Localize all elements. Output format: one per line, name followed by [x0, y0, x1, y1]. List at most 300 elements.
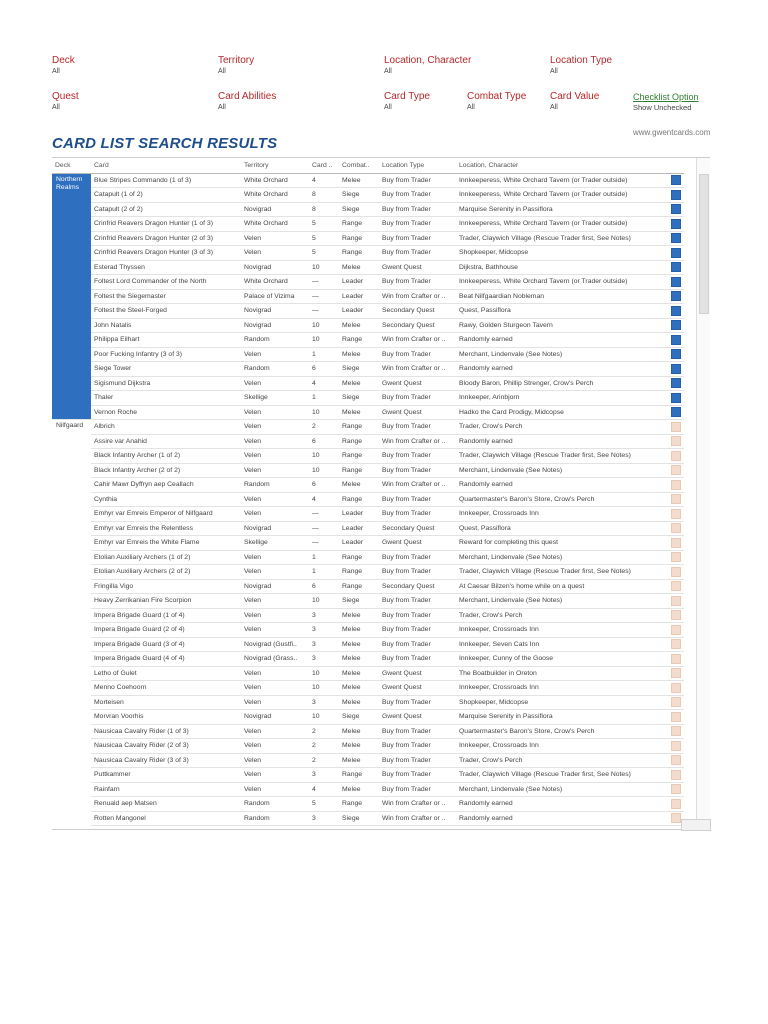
table-row[interactable]: [52, 347, 684, 362]
filter-combat-type-value: All: [467, 104, 475, 111]
checklist-cell: [668, 652, 684, 667]
checklist-cell: [668, 594, 684, 609]
location-type-cell: Win from Crafter or ..: [379, 797, 456, 812]
collected-checkbox[interactable]: [671, 494, 681, 504]
checklist-cell: [668, 579, 684, 594]
location-type-cell: Buy from Trader: [379, 391, 456, 406]
territory-cell: Velen: [241, 608, 309, 623]
location-type-cell: Buy from Trader: [379, 753, 456, 768]
location-character-cell: The Boatbuilder in Oreton: [456, 666, 668, 681]
combat-type-cell: Melee: [339, 782, 379, 797]
location-type-cell: Win from Crafter or ..: [379, 289, 456, 304]
site-url: www.gwentcards.com: [633, 128, 711, 137]
filter-territory-value: All: [218, 68, 226, 75]
collected-checkbox[interactable]: [671, 175, 681, 185]
table-row[interactable]: [52, 666, 684, 681]
vertical-scrollbar[interactable]: [696, 158, 710, 829]
location-type-cell: Buy from Trader: [379, 463, 456, 478]
table-row[interactable]: [52, 536, 684, 551]
card-value-cell: 8: [309, 202, 339, 217]
filter-quest[interactable]: [52, 91, 79, 112]
collected-checkbox[interactable]: [671, 320, 681, 330]
location-type-cell: Buy from Trader: [379, 623, 456, 638]
combat-type-cell: Range: [339, 768, 379, 783]
territory-cell: Velen: [241, 376, 309, 391]
page-title: CARD LIST SEARCH RESULTS: [52, 135, 278, 152]
combat-type-cell: Melee: [339, 478, 379, 493]
collected-checkbox[interactable]: [671, 726, 681, 736]
checklist-cell: [668, 782, 684, 797]
location-character-cell: Innkeeperess, White Orchard Tavern (or Trader outside): [456, 275, 668, 290]
card-value-cell: 10: [309, 449, 339, 464]
checklist-cell: [668, 492, 684, 507]
card-value-cell: 1: [309, 347, 339, 362]
collected-checkbox[interactable]: [671, 451, 681, 461]
combat-type-cell: Range: [339, 434, 379, 449]
filter-location-character[interactable]: [384, 55, 471, 76]
location-type-cell: Buy from Trader: [379, 608, 456, 623]
collected-checkbox[interactable]: [671, 755, 681, 765]
location-character-cell: Innkeeperess, White Orchard Tavern (or Trader outside): [456, 173, 668, 188]
checklist-cell: [668, 333, 684, 348]
combat-type-cell: Melee: [339, 405, 379, 420]
combat-type-cell: Melee: [339, 623, 379, 638]
table-row[interactable]: [52, 318, 684, 333]
combat-type-cell: Range: [339, 565, 379, 580]
card-name-cell: Blue Stripes Commando (1 of 3): [91, 173, 241, 188]
collected-checkbox[interactable]: [671, 770, 681, 780]
filter-territory[interactable]: [218, 55, 254, 76]
table-row[interactable]: [52, 376, 684, 391]
filter-card-value[interactable]: [550, 91, 599, 112]
table-row[interactable]: [52, 739, 684, 754]
table-row[interactable]: [52, 391, 684, 406]
table-row[interactable]: [52, 753, 684, 768]
territory-cell: Velen: [241, 565, 309, 580]
table-row[interactable]: [52, 782, 684, 797]
location-type-cell: Win from Crafter or ..: [379, 478, 456, 493]
card-name-cell: John Natalis: [91, 318, 241, 333]
location-character-cell: Marquise Serenity in Passiflora: [456, 710, 668, 725]
card-value-cell: 10: [309, 666, 339, 681]
checklist-cell: [668, 217, 684, 232]
card-name-cell: Heavy Zerrikanian Fire Scorpion: [91, 594, 241, 609]
territory-cell: Random: [241, 811, 309, 826]
location-character-cell: Innkeeper, Arinbjorn: [456, 391, 668, 406]
combat-type-cell: Melee: [339, 318, 379, 333]
combat-type-cell: Siege: [339, 362, 379, 377]
location-type-cell: Buy from Trader: [379, 739, 456, 754]
collected-checkbox[interactable]: [671, 393, 681, 403]
collected-checkbox[interactable]: [671, 639, 681, 649]
territory-cell: Novigrad: [241, 202, 309, 217]
location-character-cell: Trader, Claywich Village (Rescue Trader first, See Notes): [456, 565, 668, 580]
location-type-cell: Buy from Trader: [379, 231, 456, 246]
checklist-cell: [668, 188, 684, 203]
table-row[interactable]: [52, 362, 684, 377]
territory-cell: Velen: [241, 434, 309, 449]
table-row[interactable]: [52, 623, 684, 638]
collected-checkbox[interactable]: [671, 712, 681, 722]
combat-type-cell: Range: [339, 550, 379, 565]
col-header-card[interactable]: Card: [91, 158, 241, 173]
location-type-cell: Secondary Quest: [379, 579, 456, 594]
col-header-location-type[interactable]: Location Type: [379, 158, 456, 173]
card-value-cell: 2: [309, 420, 339, 435]
collected-checkbox[interactable]: [671, 465, 681, 475]
checklist-cell: [668, 463, 684, 478]
collected-checkbox[interactable]: [671, 277, 681, 287]
collected-checkbox[interactable]: [671, 407, 681, 417]
collected-checkbox[interactable]: [671, 436, 681, 446]
table-row[interactable]: [52, 246, 684, 261]
table-row[interactable]: [52, 710, 684, 725]
territory-cell: Random: [241, 797, 309, 812]
collected-checkbox[interactable]: [671, 349, 681, 359]
table-row[interactable]: [52, 550, 684, 565]
location-type-cell: Buy from Trader: [379, 507, 456, 522]
collected-checkbox[interactable]: [671, 596, 681, 606]
collected-checkbox[interactable]: [671, 219, 681, 229]
card-value-cell: 3: [309, 637, 339, 652]
collected-checkbox[interactable]: [671, 509, 681, 519]
location-character-cell: Merchant, Lindenvale (See Notes): [456, 463, 668, 478]
table-row[interactable]: [52, 521, 684, 536]
collected-checkbox[interactable]: [671, 697, 681, 707]
checklist-cell: [668, 260, 684, 275]
checklist-cell: [668, 565, 684, 580]
collected-checkbox[interactable]: [671, 567, 681, 577]
card-value-cell: 3: [309, 695, 339, 710]
location-type-cell: Gwent Quest: [379, 376, 456, 391]
filter-location-character-label: Location, Character: [384, 55, 472, 66]
checklist-cell: [668, 202, 684, 217]
territory-cell: Velen: [241, 623, 309, 638]
table-row[interactable]: [52, 405, 684, 420]
location-type-cell: Buy from Trader: [379, 492, 456, 507]
card-name-cell: Puttkammer: [91, 768, 241, 783]
location-type-cell: Buy from Trader: [379, 637, 456, 652]
table-row[interactable]: [52, 579, 684, 594]
scrollbar-thumb[interactable]: [699, 174, 709, 314]
table-row[interactable]: [52, 565, 684, 580]
combat-type-cell: Melee: [339, 739, 379, 754]
col-header-territory[interactable]: Territory: [241, 158, 309, 173]
card-value-cell: 4: [309, 492, 339, 507]
location-type-cell: Buy from Trader: [379, 695, 456, 710]
filter-deck-value: All: [52, 68, 60, 75]
collected-checkbox[interactable]: [671, 291, 681, 301]
combat-type-cell: Range: [339, 579, 379, 594]
table-row[interactable]: [52, 478, 684, 493]
location-type-cell: Buy from Trader: [379, 275, 456, 290]
location-character-cell: Merchant, Lindenvale (See Notes): [456, 782, 668, 797]
collected-checkbox[interactable]: [671, 654, 681, 664]
location-character-cell: At Caesar Bilzen's home while on a quest: [456, 579, 668, 594]
checklist-cell: [668, 681, 684, 696]
table-row[interactable]: [52, 202, 684, 217]
checklist-cell: [668, 434, 684, 449]
table-row[interactable]: [52, 594, 684, 609]
location-type-cell: Gwent Quest: [379, 681, 456, 696]
collected-checkbox[interactable]: [671, 190, 681, 200]
filter-checklist-option-label: Checklist Option: [633, 92, 699, 102]
checklist-cell: [668, 231, 684, 246]
checklist-cell: [668, 478, 684, 493]
filter-combat-type[interactable]: [467, 91, 526, 112]
location-character-cell: Innkeeper, Crossroads Inn: [456, 623, 668, 638]
collected-checkbox[interactable]: [671, 610, 681, 620]
collected-checkbox[interactable]: [671, 523, 681, 533]
collected-checkbox[interactable]: [671, 306, 681, 316]
card-value-cell: 10: [309, 594, 339, 609]
filter-quest-label: Quest: [52, 91, 79, 102]
table-row[interactable]: [52, 797, 684, 812]
location-character-cell: Randomly earned: [456, 478, 668, 493]
combat-type-cell: Range: [339, 217, 379, 232]
filter-deck[interactable]: [52, 55, 75, 76]
filter-location-type[interactable]: [550, 55, 612, 76]
territory-cell: Velen: [241, 666, 309, 681]
card-name-cell: Fringilla Vigo: [91, 579, 241, 594]
checklist-cell: [668, 753, 684, 768]
collected-checkbox[interactable]: [671, 262, 681, 272]
location-type-cell: Gwent Quest: [379, 405, 456, 420]
territory-cell: Velen: [241, 739, 309, 754]
card-name-cell: Nausicaa Cavalry Rider (3 of 3): [91, 753, 241, 768]
location-type-cell: Buy from Trader: [379, 768, 456, 783]
combat-type-cell: Melee: [339, 753, 379, 768]
collected-checkbox[interactable]: [671, 378, 681, 388]
col-header-location-character[interactable]: Location, Character: [456, 158, 668, 173]
collected-checkbox[interactable]: [671, 668, 681, 678]
card-name-cell: Catapult (1 of 2): [91, 188, 241, 203]
combat-type-cell: Melee: [339, 652, 379, 667]
card-name-cell: Vernon Roche: [91, 405, 241, 420]
location-character-cell: Randomly earned: [456, 362, 668, 377]
card-value-cell: 10: [309, 405, 339, 420]
filter-card-abilities-value: All: [218, 104, 226, 111]
table-row[interactable]: [52, 434, 684, 449]
collected-checkbox[interactable]: [671, 422, 681, 432]
table-row[interactable]: [52, 608, 684, 623]
combat-type-cell: Leader: [339, 289, 379, 304]
location-character-cell: Randomly earned: [456, 811, 668, 826]
filter-checklist-option-value: Show Unchecked: [633, 103, 692, 112]
location-character-cell: Trader, Claywich Village (Rescue Trader first, See Notes): [456, 449, 668, 464]
territory-cell: Velen: [241, 695, 309, 710]
card-value-cell: 10: [309, 681, 339, 696]
table-row[interactable]: [52, 637, 684, 652]
location-character-cell: Innkeeperess, White Orchard Tavern (or Trader outside): [456, 217, 668, 232]
card-value-cell: 1: [309, 550, 339, 565]
collected-checkbox[interactable]: [671, 335, 681, 345]
combat-type-cell: Melee: [339, 666, 379, 681]
territory-cell: Random: [241, 478, 309, 493]
table-row[interactable]: [52, 420, 684, 435]
card-name-cell: Albrich: [91, 420, 241, 435]
territory-cell: Skellige: [241, 391, 309, 406]
territory-cell: Velen: [241, 246, 309, 261]
table-row[interactable]: [52, 289, 684, 304]
combat-type-cell: Range: [339, 463, 379, 478]
table-row[interactable]: [52, 811, 684, 826]
territory-cell: Velen: [241, 347, 309, 362]
table-row[interactable]: [52, 304, 684, 319]
filter-card-type-value: All: [384, 104, 392, 111]
table-row[interactable]: [52, 188, 684, 203]
location-type-cell: Buy from Trader: [379, 173, 456, 188]
collected-checkbox[interactable]: [671, 364, 681, 374]
results-table-container: [52, 157, 710, 830]
table-row[interactable]: [52, 681, 684, 696]
territory-cell: White Orchard: [241, 188, 309, 203]
card-value-cell: 3: [309, 608, 339, 623]
col-header-deck[interactable]: Deck: [52, 158, 91, 173]
card-name-cell: Black Infantry Archer (1 of 2): [91, 449, 241, 464]
card-value-cell: 2: [309, 739, 339, 754]
combat-type-cell: Siege: [339, 391, 379, 406]
territory-cell: Novigrad: [241, 710, 309, 725]
filter-checklist-option[interactable]: [633, 91, 699, 112]
location-type-cell: Buy from Trader: [379, 246, 456, 261]
card-name-cell: Thaler: [91, 391, 241, 406]
filter-card-abilities[interactable]: [218, 91, 276, 112]
territory-cell: Velen: [241, 463, 309, 478]
table-row[interactable]: [52, 695, 684, 710]
checklist-cell: [668, 449, 684, 464]
location-type-cell: Secondary Quest: [379, 304, 456, 319]
table-row[interactable]: [52, 173, 684, 188]
card-value-cell: 4: [309, 173, 339, 188]
checklist-cell: [668, 695, 684, 710]
col-header-checklist: [668, 158, 684, 173]
territory-cell: White Orchard: [241, 217, 309, 232]
collected-checkbox[interactable]: [671, 480, 681, 490]
location-character-cell: Bloody Baron, Phillip Strenger, Crow's Perch: [456, 376, 668, 391]
card-name-cell: Sigismund Dijkstra: [91, 376, 241, 391]
collected-checkbox[interactable]: [671, 784, 681, 794]
collected-checkbox[interactable]: [671, 683, 681, 693]
collected-checkbox[interactable]: [671, 248, 681, 258]
combat-type-cell: Melee: [339, 637, 379, 652]
card-value-cell: 10: [309, 260, 339, 275]
checklist-cell: [668, 391, 684, 406]
card-value-cell: 6: [309, 579, 339, 594]
card-value-cell: 4: [309, 376, 339, 391]
checklist-cell: [668, 362, 684, 377]
combat-type-cell: Range: [339, 797, 379, 812]
location-type-cell: Gwent Quest: [379, 536, 456, 551]
table-row[interactable]: [52, 652, 684, 667]
combat-type-cell: Leader: [339, 304, 379, 319]
table-row[interactable]: [52, 768, 684, 783]
table-row[interactable]: [52, 217, 684, 232]
card-value-cell: 5: [309, 246, 339, 261]
card-name-cell: Etolian Auxiliary Archers (2 of 2): [91, 565, 241, 580]
table-row[interactable]: [52, 449, 684, 464]
table-row[interactable]: [52, 260, 684, 275]
checklist-cell: [668, 507, 684, 522]
territory-cell: Velen: [241, 231, 309, 246]
territory-cell: Novigrad: [241, 579, 309, 594]
collected-checkbox[interactable]: [671, 581, 681, 591]
collected-checkbox[interactable]: [671, 204, 681, 214]
card-value-cell: 8: [309, 188, 339, 203]
collected-checkbox[interactable]: [671, 799, 681, 809]
checklist-cell: [668, 289, 684, 304]
table-row[interactable]: [52, 333, 684, 348]
collected-checkbox[interactable]: [671, 625, 681, 635]
territory-cell: Velen: [241, 420, 309, 435]
territory-cell: Novigrad: [241, 521, 309, 536]
territory-cell: Velen: [241, 681, 309, 696]
location-type-cell: Buy from Trader: [379, 652, 456, 667]
location-character-cell: Merchant, Lindenvale (See Notes): [456, 594, 668, 609]
col-header-card-value[interactable]: Card ..: [309, 158, 339, 173]
card-value-cell: 3: [309, 768, 339, 783]
card-value-cell: —: [309, 275, 339, 290]
card-name-cell: Morvran Voorhis: [91, 710, 241, 725]
collected-checkbox[interactable]: [671, 233, 681, 243]
territory-cell: Velen: [241, 753, 309, 768]
card-name-cell: Catapult (2 of 2): [91, 202, 241, 217]
table-row[interactable]: [52, 275, 684, 290]
table-row[interactable]: [52, 507, 684, 522]
checklist-cell: [668, 608, 684, 623]
table-row[interactable]: [52, 724, 684, 739]
combat-type-cell: Melee: [339, 681, 379, 696]
card-name-cell: Poor Fucking Infantry (3 of 3): [91, 347, 241, 362]
combat-type-cell: Siege: [339, 594, 379, 609]
card-value-cell: 5: [309, 231, 339, 246]
collected-checkbox[interactable]: [671, 538, 681, 548]
collected-checkbox[interactable]: [671, 552, 681, 562]
location-character-cell: Shopkeeper, Midcopse: [456, 695, 668, 710]
col-header-combat[interactable]: Combat..: [339, 158, 379, 173]
location-character-cell: Innkeeper, Cunny of the Goose: [456, 652, 668, 667]
combat-type-cell: Range: [339, 420, 379, 435]
location-type-cell: Buy from Trader: [379, 594, 456, 609]
table-row[interactable]: [52, 492, 684, 507]
card-name-cell: Crinfrid Reavers Dragon Hunter (3 of 3): [91, 246, 241, 261]
collected-checkbox[interactable]: [671, 813, 681, 823]
card-value-cell: 3: [309, 811, 339, 826]
territory-cell: White Orchard: [241, 275, 309, 290]
territory-cell: Random: [241, 362, 309, 377]
checklist-cell: [668, 405, 684, 420]
card-name-cell: Crinfrid Reavers Dragon Hunter (1 of 3): [91, 217, 241, 232]
location-character-cell: Hadko the Card Prodigy, Midcopse: [456, 405, 668, 420]
card-name-cell: Menno Coehoorn: [91, 681, 241, 696]
territory-cell: Novigrad: [241, 260, 309, 275]
table-row[interactable]: [52, 463, 684, 478]
table-row[interactable]: [52, 231, 684, 246]
combat-type-cell: Siege: [339, 811, 379, 826]
combat-type-cell: Melee: [339, 347, 379, 362]
card-value-cell: 10: [309, 333, 339, 348]
filter-card-type[interactable]: [384, 91, 430, 112]
filter-location-type-label: Location Type: [550, 55, 613, 66]
card-value-cell: 10: [309, 710, 339, 725]
location-type-cell: Buy from Trader: [379, 420, 456, 435]
territory-cell: Palace of Vizima: [241, 289, 309, 304]
collected-checkbox[interactable]: [671, 741, 681, 751]
location-type-cell: Buy from Trader: [379, 347, 456, 362]
territory-cell: Random: [241, 333, 309, 348]
location-character-cell: Trader, Crow's Perch: [456, 753, 668, 768]
location-character-cell: Innkeeper, Crossroads Inn: [456, 739, 668, 754]
